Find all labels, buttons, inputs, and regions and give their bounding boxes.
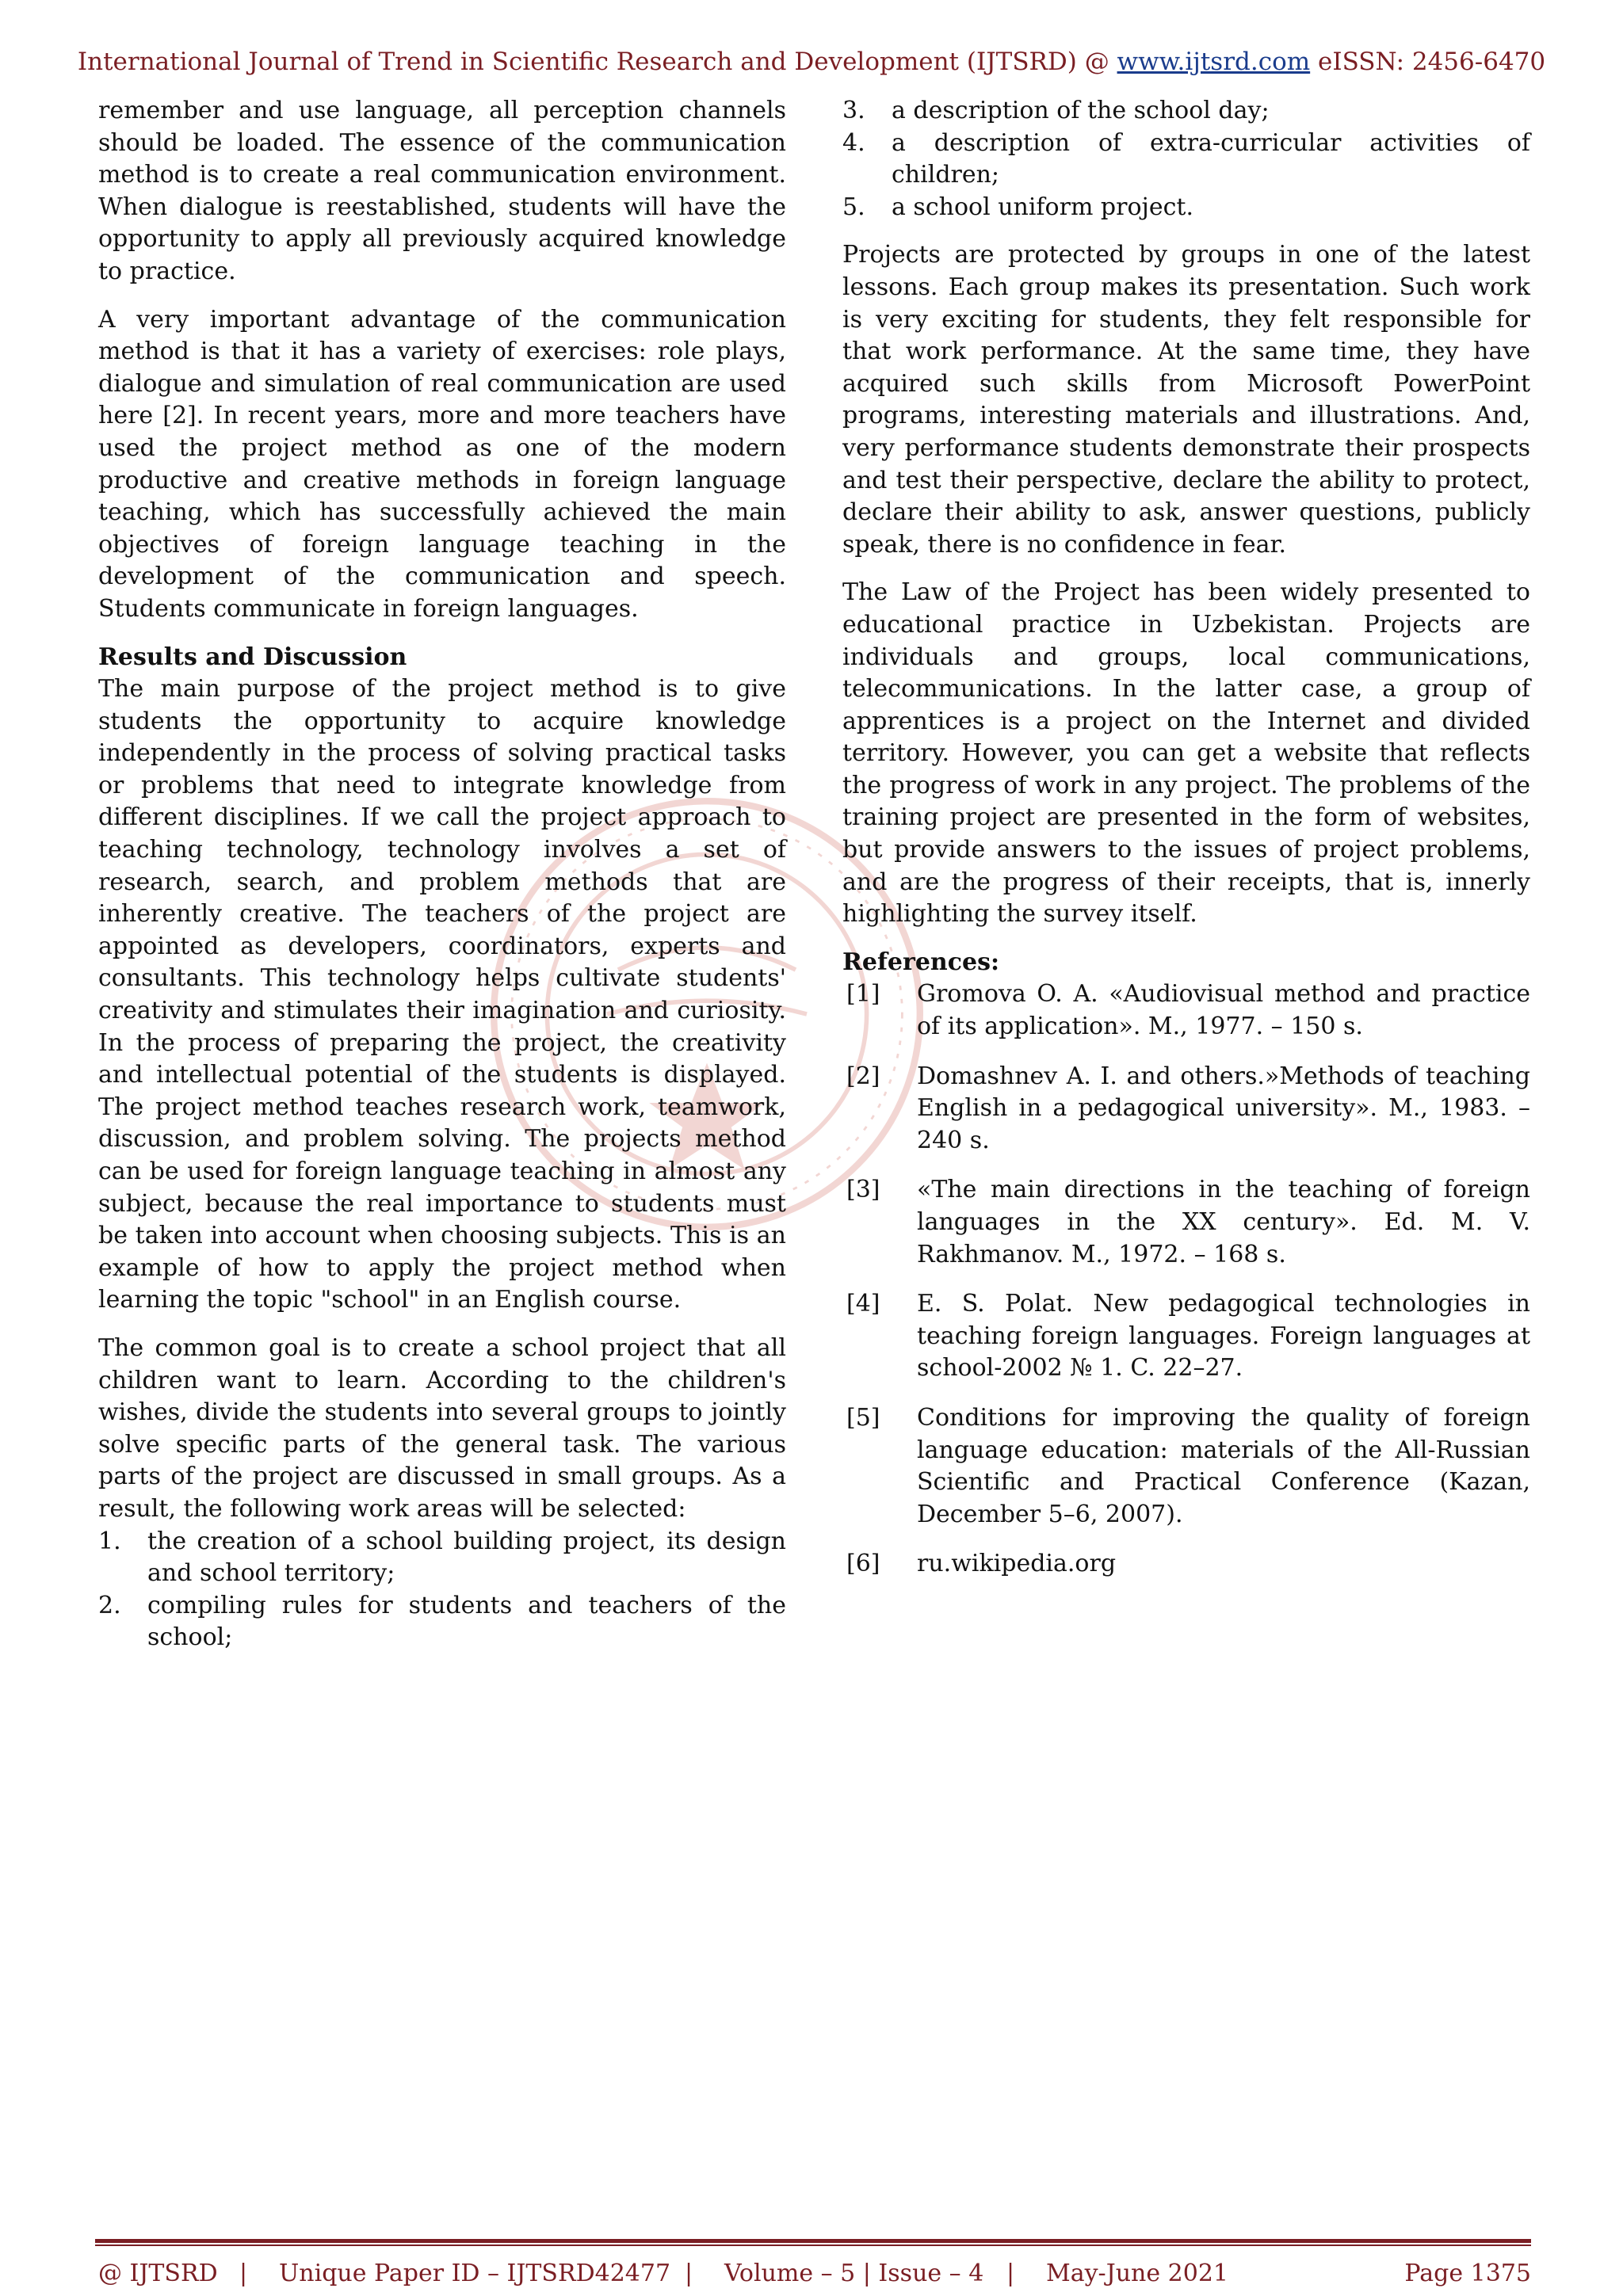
footer-rule xyxy=(95,2239,1531,2243)
paragraph: A very important advantage of the communication method is that it has a variety of exercises: role plays, dialogue and simulation of real communication are used here [2]. In recent years, more and more teachers have used the project method as one of the modern productive and creative methods in foreign language teaching, which has successfully achieved the main objectives of foreign language teaching in the development of the communication and speech. Students communicate in foreign languages. xyxy=(98,305,786,623)
list-number: 1. xyxy=(98,1527,121,1555)
list-text: the creation of a school building project, its design and school territory; xyxy=(147,1527,786,1588)
paragraph: The Law of the Project has been widely presented to educational practice in Uzbekistan. Projects are individuals and groups, local communications, telecommunications. In the latter case, a group of apprentices is a project on the Internet and divided territory. However, you can get a website that reflects the progress of work in any project. The problems of the training project are presented in the form of websites, but provide answers to the issues of project problems, and are the progress of their receipts, that is, innerly highlighting the survey itself. xyxy=(842,578,1530,929)
reference-item xyxy=(842,1061,1530,1158)
reference-text: Gromova O. A. «Audiovisual method and practice of its application». M., 1977. – 150 s. xyxy=(917,980,1530,1041)
reference-number: [4] xyxy=(846,1290,880,1318)
footer-paper-id: Unique Paper ID – IJTSRD42477 xyxy=(279,2260,671,2287)
work-areas-list-continued xyxy=(842,95,1530,223)
list-number: 3. xyxy=(842,97,865,124)
issn: eISSN: 2456-6470 xyxy=(1310,48,1546,76)
list-number: 2. xyxy=(98,1591,121,1619)
reference-text: ru.wikipedia.org xyxy=(917,1550,1117,1578)
references-heading: References: xyxy=(842,948,1000,976)
running-header xyxy=(0,48,1623,76)
footer-separator: | xyxy=(685,2260,693,2287)
footer-separator: | xyxy=(239,2260,248,2287)
list-item xyxy=(842,95,1530,128)
reference-text: Domashnev A. I. and others.»Methods of teaching English in a pedagogical university». M., 1983. – 240 s. xyxy=(917,1062,1530,1154)
reference-item xyxy=(842,1548,1530,1581)
list-item xyxy=(842,192,1530,224)
paragraph: remember and use language, all perception channels should be loaded. The essence of the communication method is to create a real communication environment. When dialogue is reestablished, students will have the opportunity to apply all previously acquired knowledge to practice. xyxy=(98,97,786,285)
reference-text: «The main directions in the teaching of foreign languages in the XX century». Ed. M. V. Rakhmanov. M., 1972. – 168 s. xyxy=(917,1176,1530,1268)
footer-rule-thin xyxy=(95,2245,1531,2246)
reference-item xyxy=(842,1288,1530,1385)
reference-number: [2] xyxy=(846,1062,880,1090)
list-item xyxy=(98,1590,786,1654)
reference-number: [1] xyxy=(846,980,880,1009)
list-text: a description of the school day; xyxy=(892,97,1270,124)
references-list xyxy=(842,978,1530,1581)
paragraph: The common goal is to create a school project that all children want to learn. According to the children's wishes, divide the students into several groups to jointly solve specific parts of the general task. The various parts of the project are discussed in small groups. As a result, the following work areas will be selected: xyxy=(98,1333,786,1523)
footer-separator: | xyxy=(1006,2260,1015,2287)
reference-number: [5] xyxy=(846,1403,880,1432)
footer-date: May-June 2021 xyxy=(1046,2260,1228,2287)
reference-text: E. S. Polat. New pedagogical technologies in teaching foreign languages. Foreign languages at school-2002 № 1. C. 22–27. xyxy=(917,1290,1530,1383)
paragraph: Projects are protected by groups in one of the latest lessons. Each group makes its presentation. Such work is very exciting for students, they felt responsible for that work performance. At the same time, they have acquired such skills from Microsoft PowerPoint programs, interesting materials and illustrations. And, very performance students demonstrate their prospects and test their perspective, declare the ability to protect, declare their ability to ask, answer questions, publicly speak, there is no confidence in fear. xyxy=(842,241,1530,559)
footer-volume: Volume – 5 | Issue – 4 xyxy=(724,2260,984,2287)
section-heading: Results and Discussion xyxy=(98,643,407,671)
list-number: 5. xyxy=(842,193,865,221)
reference-number: [6] xyxy=(846,1550,880,1578)
left-column xyxy=(98,95,786,1654)
list-text: a school uniform project. xyxy=(892,193,1193,221)
list-text: a description of extra-curricular activities of children; xyxy=(892,128,1530,189)
list-text: compiling rules for students and teachers of the school; xyxy=(147,1591,786,1652)
journal-url-link[interactable]: www.ijtsrd.com xyxy=(1117,48,1311,76)
reference-item xyxy=(842,978,1530,1043)
footer-org: @ IJTSRD xyxy=(98,2260,218,2287)
paragraph: The main purpose of the project method is to give students the opportunity to acquire knowledge independently in the process of solving practical tasks or problems that need to integrate knowledge from different disciplines. If we call the project approach to teaching technology, technology involves a set of research, search, and problem methods that are inherently creative. The teachers of the project are appointed as developers, coordinators, experts and consultants. This technology helps cultivate students' creativity and stimulates their imagination and curiosity. In the process of preparing the project, the creativity and intellectual potential of the students is displayed. The project method teaches research work, teamwork, discussion, and problem solving. The projects method can be used for foreign language teaching in almost any subject, because the real importance to students must be taken into account when choosing subjects. This is an example of how to apply the project method when learning the topic "school" in an English course. xyxy=(98,675,786,1314)
footer-page-number: Page 1375 xyxy=(1404,2260,1531,2287)
list-item xyxy=(842,128,1530,192)
right-column xyxy=(842,95,1530,1598)
list-item xyxy=(98,1526,786,1590)
reference-text: Conditions for improving the quality of foreign language education: materials of the All-Russian Scientific and Practical Conference (Kazan, December 5–6, 2007). xyxy=(917,1403,1530,1528)
journal-name: International Journal of Trend in Scientific Research and Development (IJTSRD) @ xyxy=(77,48,1117,76)
work-areas-list xyxy=(98,1526,786,1654)
reference-item xyxy=(842,1174,1530,1271)
list-number: 4. xyxy=(842,128,865,157)
reference-number: [3] xyxy=(846,1176,880,1204)
reference-item xyxy=(842,1402,1530,1531)
